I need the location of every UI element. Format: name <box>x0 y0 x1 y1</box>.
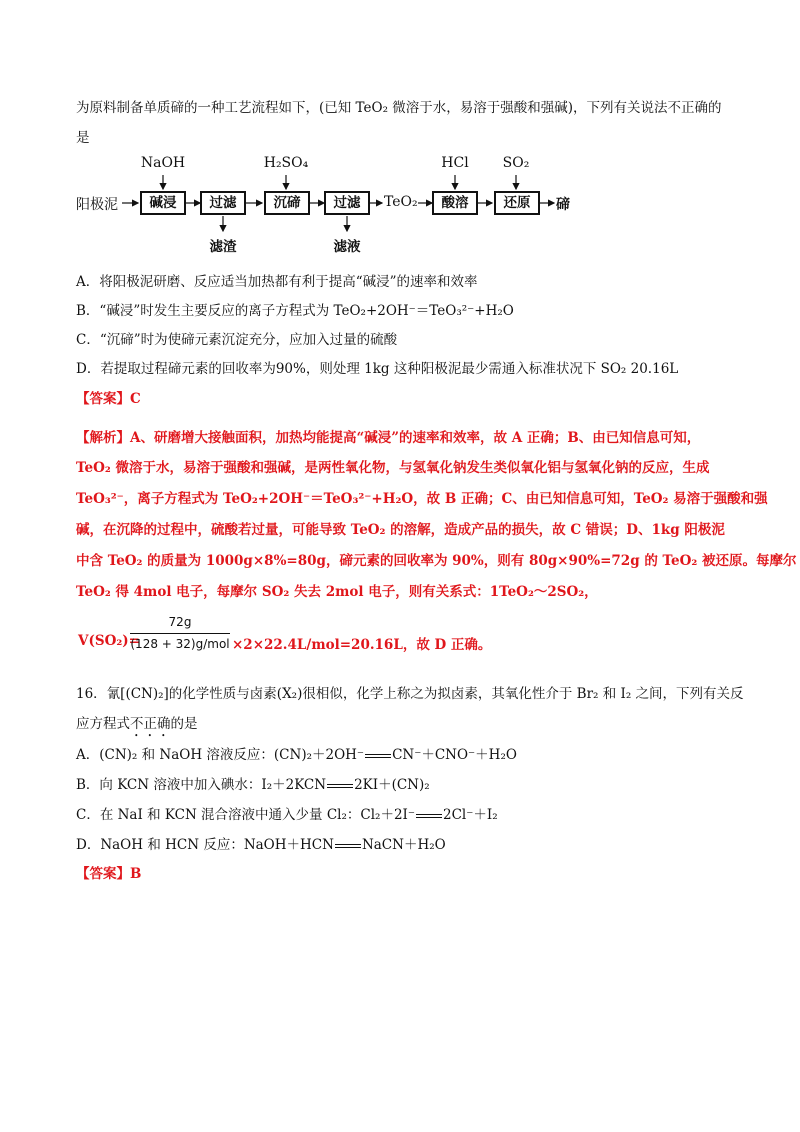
q15-intro-line2: 是 <box>76 130 90 146</box>
q16-option-a-right: CN⁻＋CNO⁻＋H₂O <box>392 747 517 763</box>
flow-box-reduce: 还原 <box>494 191 540 215</box>
q16-option-a-left: A．(CN)₂ 和 NaOH 溶液反应：(CN)₂＋2OH⁻ <box>76 747 365 763</box>
q16-option-d <box>76 835 446 855</box>
q16-stem-part-a: 应方程式 <box>76 716 130 732</box>
q15-analysis-line: TeO₂ 微溶于水，易溶于强酸和强碱，是两性氧化物，与氢氧化钠发生类似氧化铝与氢氧化钠的反应，生成 <box>76 460 710 476</box>
q16-stem-part-c: 的是 <box>170 716 198 732</box>
reagent-naoh: NaOH <box>140 155 186 171</box>
equals-sign <box>327 784 353 788</box>
flow-start-label: 阳极泥 <box>76 197 118 213</box>
q15-option-c: C．“沉碲”时为使碲元素沉淀充分，应加入过量的硫酸 <box>76 332 398 348</box>
q16-stem-line1: 16．氰[(CN)₂]的化学性质与卤素(X₂)很相似，化学上称之为拟卤素，其氧化性介于 Br₂ 和 I₂ 之间，下列有关反 <box>76 686 744 702</box>
q15-answer: 【答案】C <box>76 391 141 407</box>
q16-option-c <box>76 805 498 825</box>
calc-lhs: V(SO₂)= <box>78 633 140 649</box>
q15-analysis-line: 碱，在沉降的过程中，硫酸若过量，可能导致 TeO₂ 的溶解，造成产品的损失，故 C 错误；D、1kg 阳极泥 <box>76 522 725 538</box>
q15-option-d: D．若提取过程碲元素的回收率为90%，则处理 1kg 这种阳极泥最少需通入标准状况下 SO₂ 20.16L <box>76 361 679 377</box>
calc-fraction-bar <box>130 633 230 634</box>
flow-mid-label: TeO₂ <box>384 194 418 210</box>
reagent-so2: SO₂ <box>502 155 530 171</box>
flow-output-residue: 滤渣 <box>209 239 237 255</box>
calc-rhs: ×2×22.4L/mol=20.16L，故 D 正确。 <box>232 637 492 653</box>
q15-analysis-line: 中含 TeO₂ 的质量为 1000g×8%=80g，碲元素的回收率为 90%，则有 80g×90%=72g 的 TeO₂ 被还原。每摩尔 <box>76 553 797 569</box>
equals-sign <box>365 754 391 758</box>
q16-option-d-right: NaCN＋H₂O <box>361 837 446 853</box>
q16-option-a <box>76 745 517 765</box>
process-flow-diagram <box>76 155 716 260</box>
q15-option-a: A．将阳极泥研磨、反应适当加热都有利于提高“碱浸”的速率和效率 <box>76 274 478 290</box>
q16-option-b <box>76 775 430 795</box>
reagent-hcl: HCl <box>441 155 469 171</box>
q16-option-b-right: 2KI＋(CN)₂ <box>354 777 430 793</box>
q16-option-c-left: C．在 NaI 和 KCN 混合溶液中通入少量 Cl₂：Cl₂＋2I⁻ <box>76 807 416 823</box>
flow-box-precipitate: 沉碲 <box>264 191 310 215</box>
equals-sign <box>416 814 442 818</box>
flow-box-alkali-leach: 碱浸 <box>140 191 186 215</box>
q16-option-d-left: D．NaOH 和 HCN 反应：NaOH＋HCN <box>76 837 334 853</box>
flow-end-label: 碲 <box>556 197 570 213</box>
q15-analysis-line: 【解析】A、研磨增大接触面积，加热均能提高“碱浸”的速率和效率，故 A 正确；B、由已知信息可知， <box>76 430 701 446</box>
equals-sign <box>335 844 361 848</box>
q16-stem-emphasis: 不正确 <box>130 716 171 732</box>
flow-output-filtrate: 滤液 <box>333 239 361 255</box>
calc-numerator: 72g <box>168 615 192 629</box>
q16-option-b-left: B．向 KCN 溶液中加入碘水：I₂＋2KCN <box>76 777 327 793</box>
flow-box-filter-2: 过滤 <box>324 191 370 215</box>
q16-option-c-right: 2Cl⁻＋I₂ <box>443 807 498 823</box>
reagent-h2so4: H₂SO₄ <box>263 155 309 171</box>
calc-denominator: (128 + 32)g/mol <box>130 637 230 651</box>
flow-box-filter-1: 过滤 <box>200 191 246 215</box>
flow-box-acid-dissolve: 酸溶 <box>432 191 478 215</box>
q15-analysis-line: TeO₂ 得 4mol 电子，每摩尔 SO₂ 失去 2mol 电子，则有关系式：1TeO₂～2SO₂， <box>76 584 598 600</box>
q16-stem-line2 <box>76 714 198 740</box>
q15-option-b: B．“碱浸”时发生主要反应的离子方程式为 TeO₂+2OH⁻＝TeO₃²⁻+H₂O <box>76 303 514 319</box>
q15-intro-line1: 为原料制备单质碲的一种工艺流程如下，(已知 TeO₂ 微溶于水，易溶于强酸和强碱)，下列有关说法不正确的 <box>76 100 722 116</box>
q15-analysis-line: TeO₃²⁻，离子方程式为 TeO₂+2OH⁻＝TeO₃²⁻+H₂O，故 B 正确；C、由已知信息可知，TeO₂ 易溶于强酸和强 <box>76 491 768 507</box>
q16-answer: 【答案】B <box>76 866 142 882</box>
